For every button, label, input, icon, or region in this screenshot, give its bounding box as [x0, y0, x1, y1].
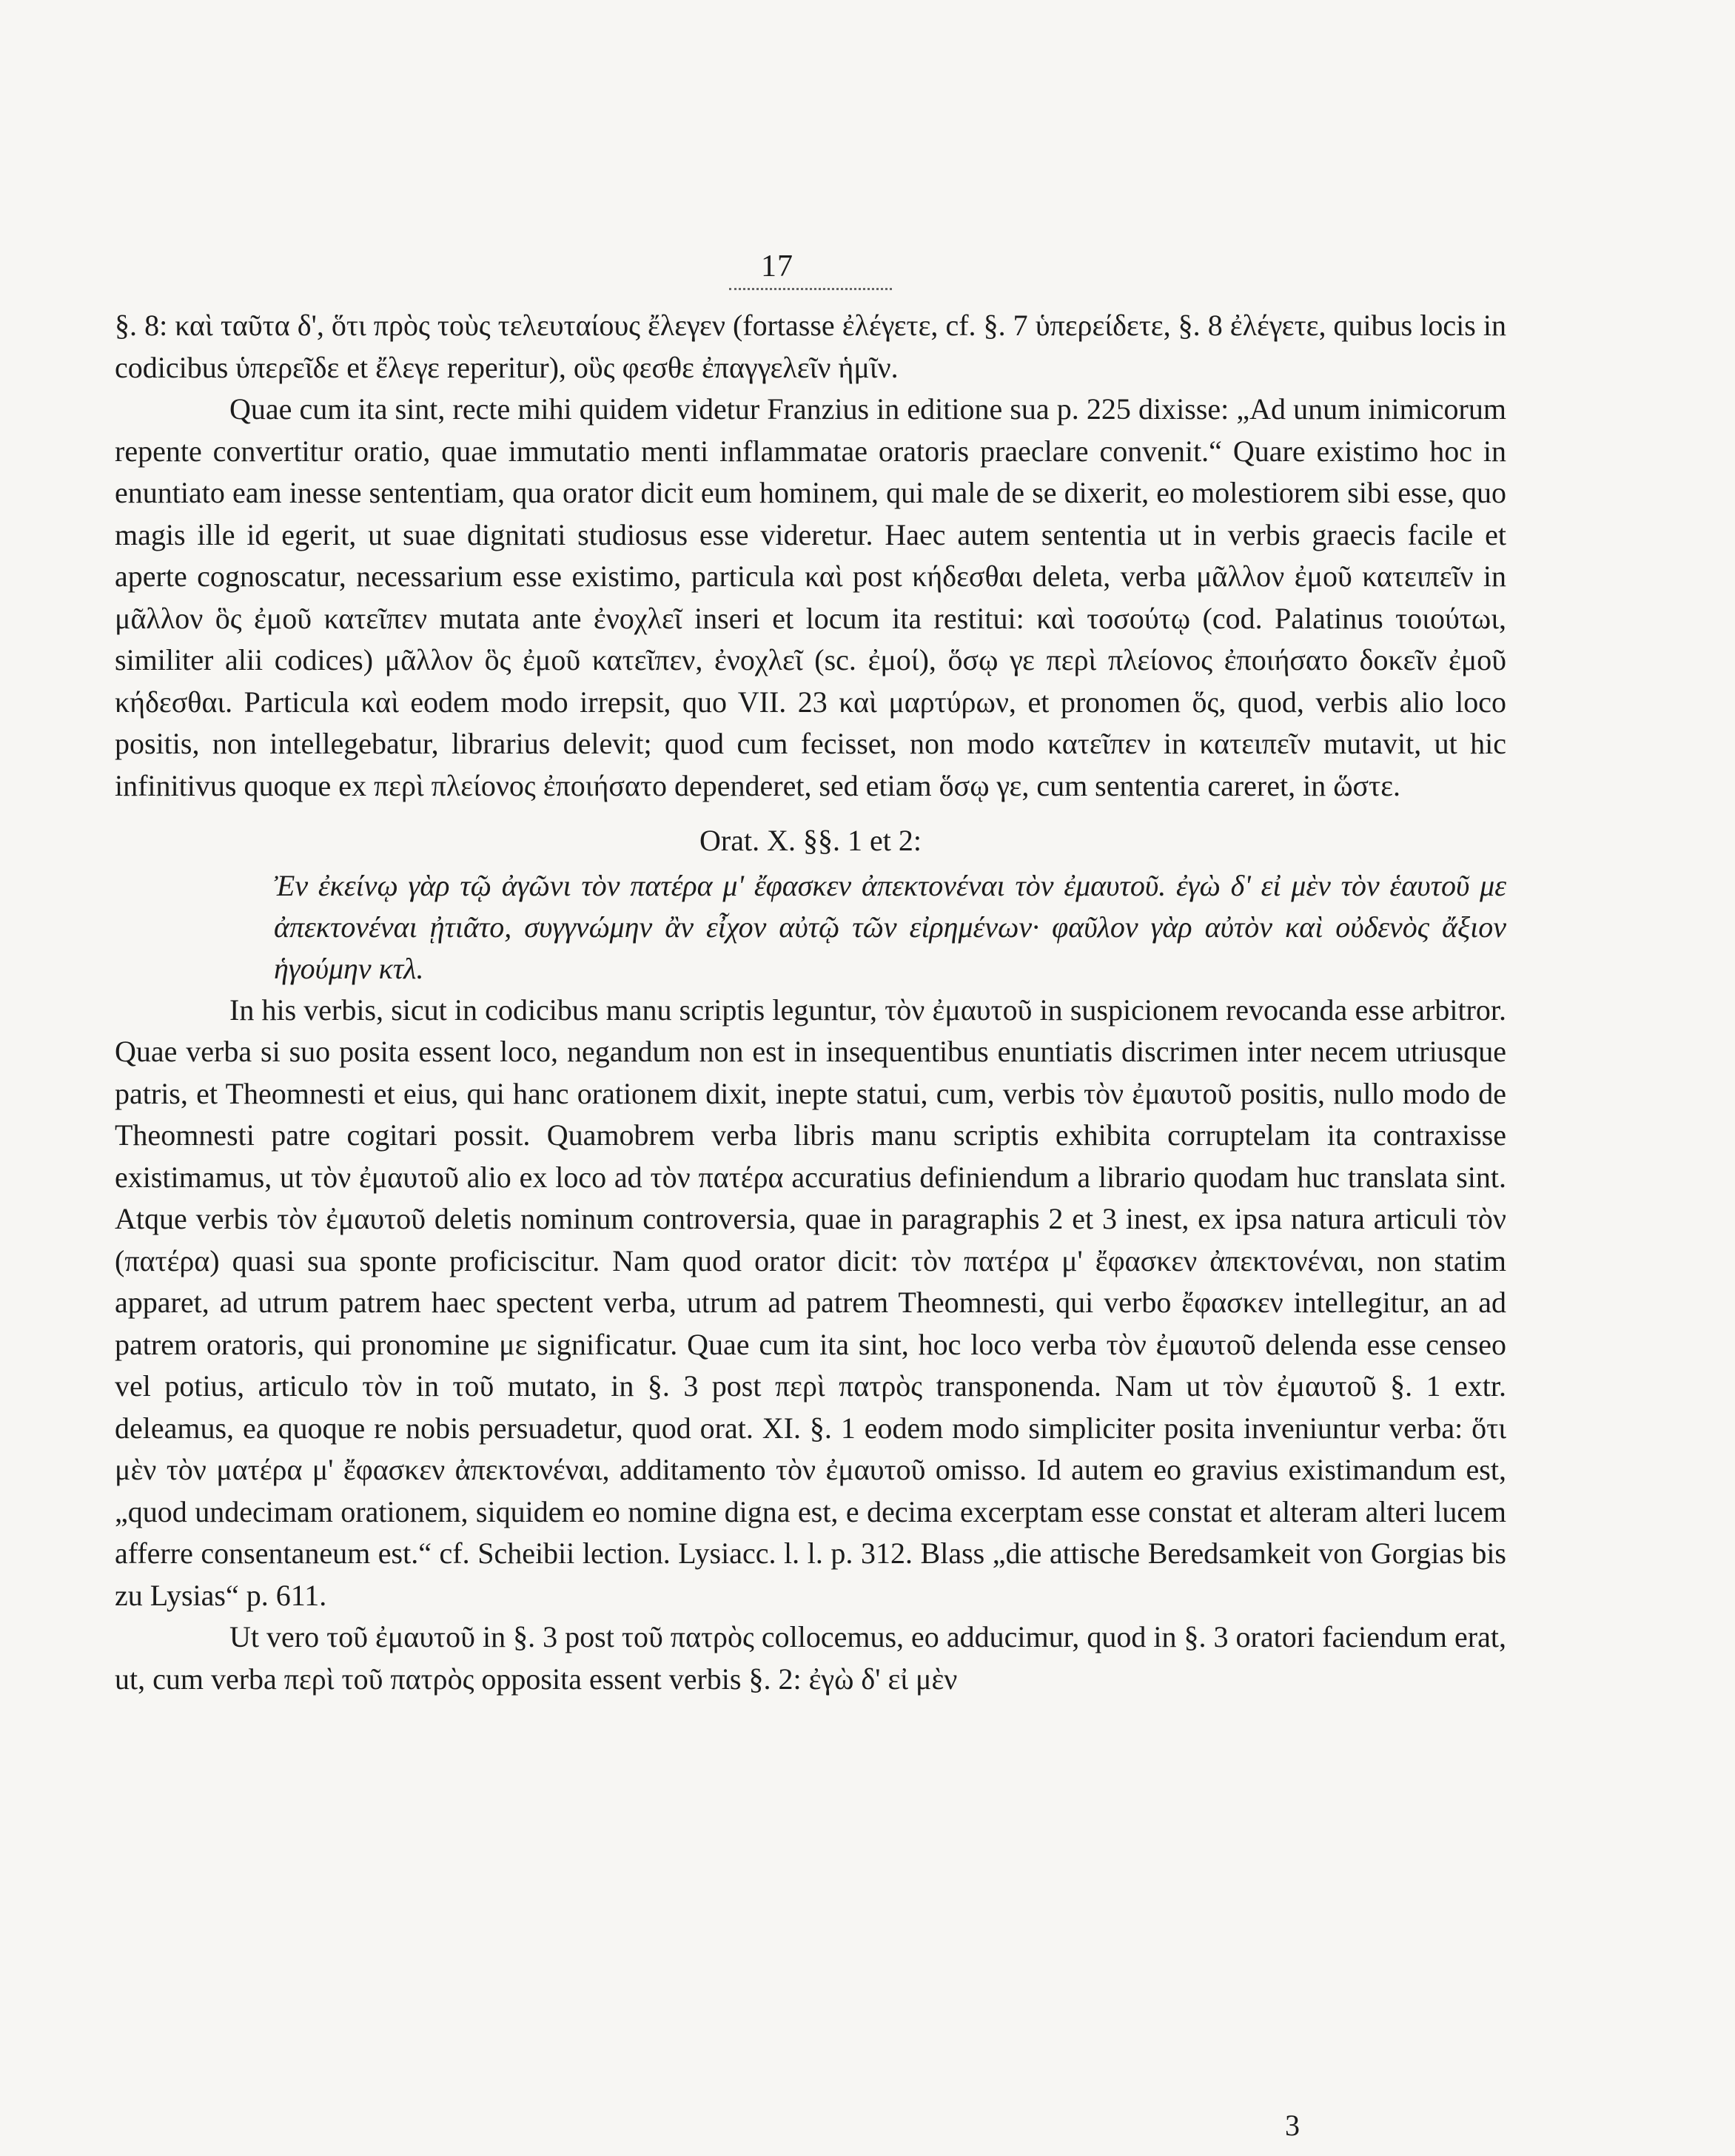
section-heading: Orat. X. §§. 1 et 2:	[699, 824, 922, 857]
page-number-rule	[729, 284, 892, 290]
paragraph-1: §. 8: καὶ ταῦτα δ', ὅτι πρὸς τοὺς τελευταίους ἔλεγεν (fortasse ἐλέγετε, cf. §. 7 ὑπερείδετε, §. 8 ἐλέγετε, quibus locis in codicibus ὑπερεῖδε et ἔλεγε reperitur), οὓς φεσθε ἐπαγγελεῖν ἡμῖν.	[115, 309, 1506, 384]
paragraph-2: Quae cum ita sint, recte mihi quidem videtur Franzius in editione sua p. 225 dixisse: „Ad unum inimicorum repente convertitur oratio, quae immutatio menti inflammatae oratoris praeclare convenit.“ Quare existimo hoc in enuntiato eam inesse sententiam, qua orator dicit eum hominem, qui male de se dixerit, eo molestiorem sibi esse, quo magis ille id egerit, ut suae dignitati studiosus esse videretur. Haec autem sententia ut in verbis graecis facile et aperte cognoscatur, necessarium esse existimo, particula καὶ post κήδεσθαι deleta, verba μᾶλλον ἐμοῦ κατειπεῖν in μᾶλλον ὃς ἐμοῦ κατεῖπεν mutata ante ἐνοχλεῖ inseri et locum ita restitui: καὶ τοσούτῳ (cod. Palatinus τοιούτωι, similiter alii codices) μᾶλλον ὃς ἐμοῦ κατεῖπεν, ἐνοχλεῖ (sc. ἐμοί), ὅσῳ γε περὶ πλείονος ἐποιήσατο δοκεῖν ἐμοῦ κήδεσθαι. Particula καὶ eodem modo irrepsit, quo VII. 23 καὶ μαρτύρων, et pronomen ὅς, quod, verbis alio loco positis, non intellegebatur, librarius delevit; quod cum fecisset, non modo κατεῖπεν in κατειπεῖν mutavit, ut hic infinitivus quoque ex περὶ πλείονος ἐποιήσατο dependeret, sed etiam ὅσῳ γε, cum sententia careret, in ὥστε.	[115, 392, 1506, 802]
body-text	[115, 305, 1506, 1700]
paragraph-3: In his verbis, sicut in codicibus manu scriptis leguntur, τὸν ἐμαυτοῦ in suspicionem revocanda esse arbitror. Quae verba si suo posita essent loco, negandum non est in insequentibus enuntiatis discrimen inter necem utriusque patris, et Theomnesti et eius, qui hanc orationem dixit, inepte statui, cum, verbis τὸν ἐμαυτοῦ positis, nullo modo de Theomnesti patre cogitari possit. Quamobrem verba libris manu scriptis exhibita corruptelam ita contraxisse existimamus, ut τὸν ἐμαυτοῦ alio ex loco ad τὸν πατέρα accuratius definiendum a librario quodam huc translata sint. Atque verbis τὸν ἐμαυτοῦ deletis nominum controversia, quae in paragraphis 2 et 3 inest, ex ipsa natura articuli τὸν (πατέρα) quasi sua sponte proficiscitur. Nam quod orator dicit: τὸν πατέρα μ' ἔφασκεν ἀπεκτονέναι, non statim apparet, ad utrum patrem haec spectent verba, utrum ad patrem Theomnesti, qui verbo ἔφασκεν intellegitur, an ad patrem oratoris, qui pronomine με significatur. Quae cum ita sint, hoc loco verba τὸν ἐμαυτοῦ delenda esse censeo vel potius, articulo τὸν in τοῦ mutato, in §. 3 post περὶ πατρὸς transponenda. Nam ut τὸν ἐμαυτοῦ §. 1 extr. deleamus, ea quoque re nobis persuadetur, quod orat. XI. §. 1 eodem modo simpliciter posita inveniuntur verba: ὅτι μὲν τὸν ματέρα μ' ἔφασκεν ἀπεκτονέναι, additamento τὸν ἐμαυτοῦ omisso. Id autem eo gravius existimandum est, „quod undecimam orationem, siquidem eo nomine digna est, e decima excerptam esse constat et alteram alteri lucem afferre consentaneum est.“ cf. Scheibii lection. Lysiacc. l. l. p. 312. Blass „die attische Beredsamkeit von Gorgias bis zu Lysias“ p. 611.	[115, 993, 1506, 1612]
paragraph-4: Ut vero τοῦ ἐμαυτοῦ in §. 3 post τοῦ πατρὸς collocemus, eo adducimur, quod in §. 3 oratori faciendum erat, ut, cum verba περὶ τοῦ πατρὸς opposita essent verbis §. 2: ἐγὼ δ' εἰ μὲν	[115, 1620, 1506, 1696]
signature-mark: 3	[1285, 2109, 1300, 2142]
quoted-passage: Ἐν ἐκείνῳ γὰρ τῷ ἀγῶνι τὸν πατέρα μ' ἔφασκεν ἀπεκτονέναι τὸν ἐμαυτοῦ. ἐγὼ δ' εἰ μὲν τὸν ἑαυτοῦ με ἀπεκτονέναι ᾐτιᾶτο, συγγνώμην ἂν εἶχον αὐτῷ τῶν εἰρημένων· φαῦλον γὰρ αὐτὸν καὶ οὐδενὸς ἄξιον ἡγούμην κτλ.	[274, 868, 1506, 985]
page-number: 17	[761, 249, 793, 283]
